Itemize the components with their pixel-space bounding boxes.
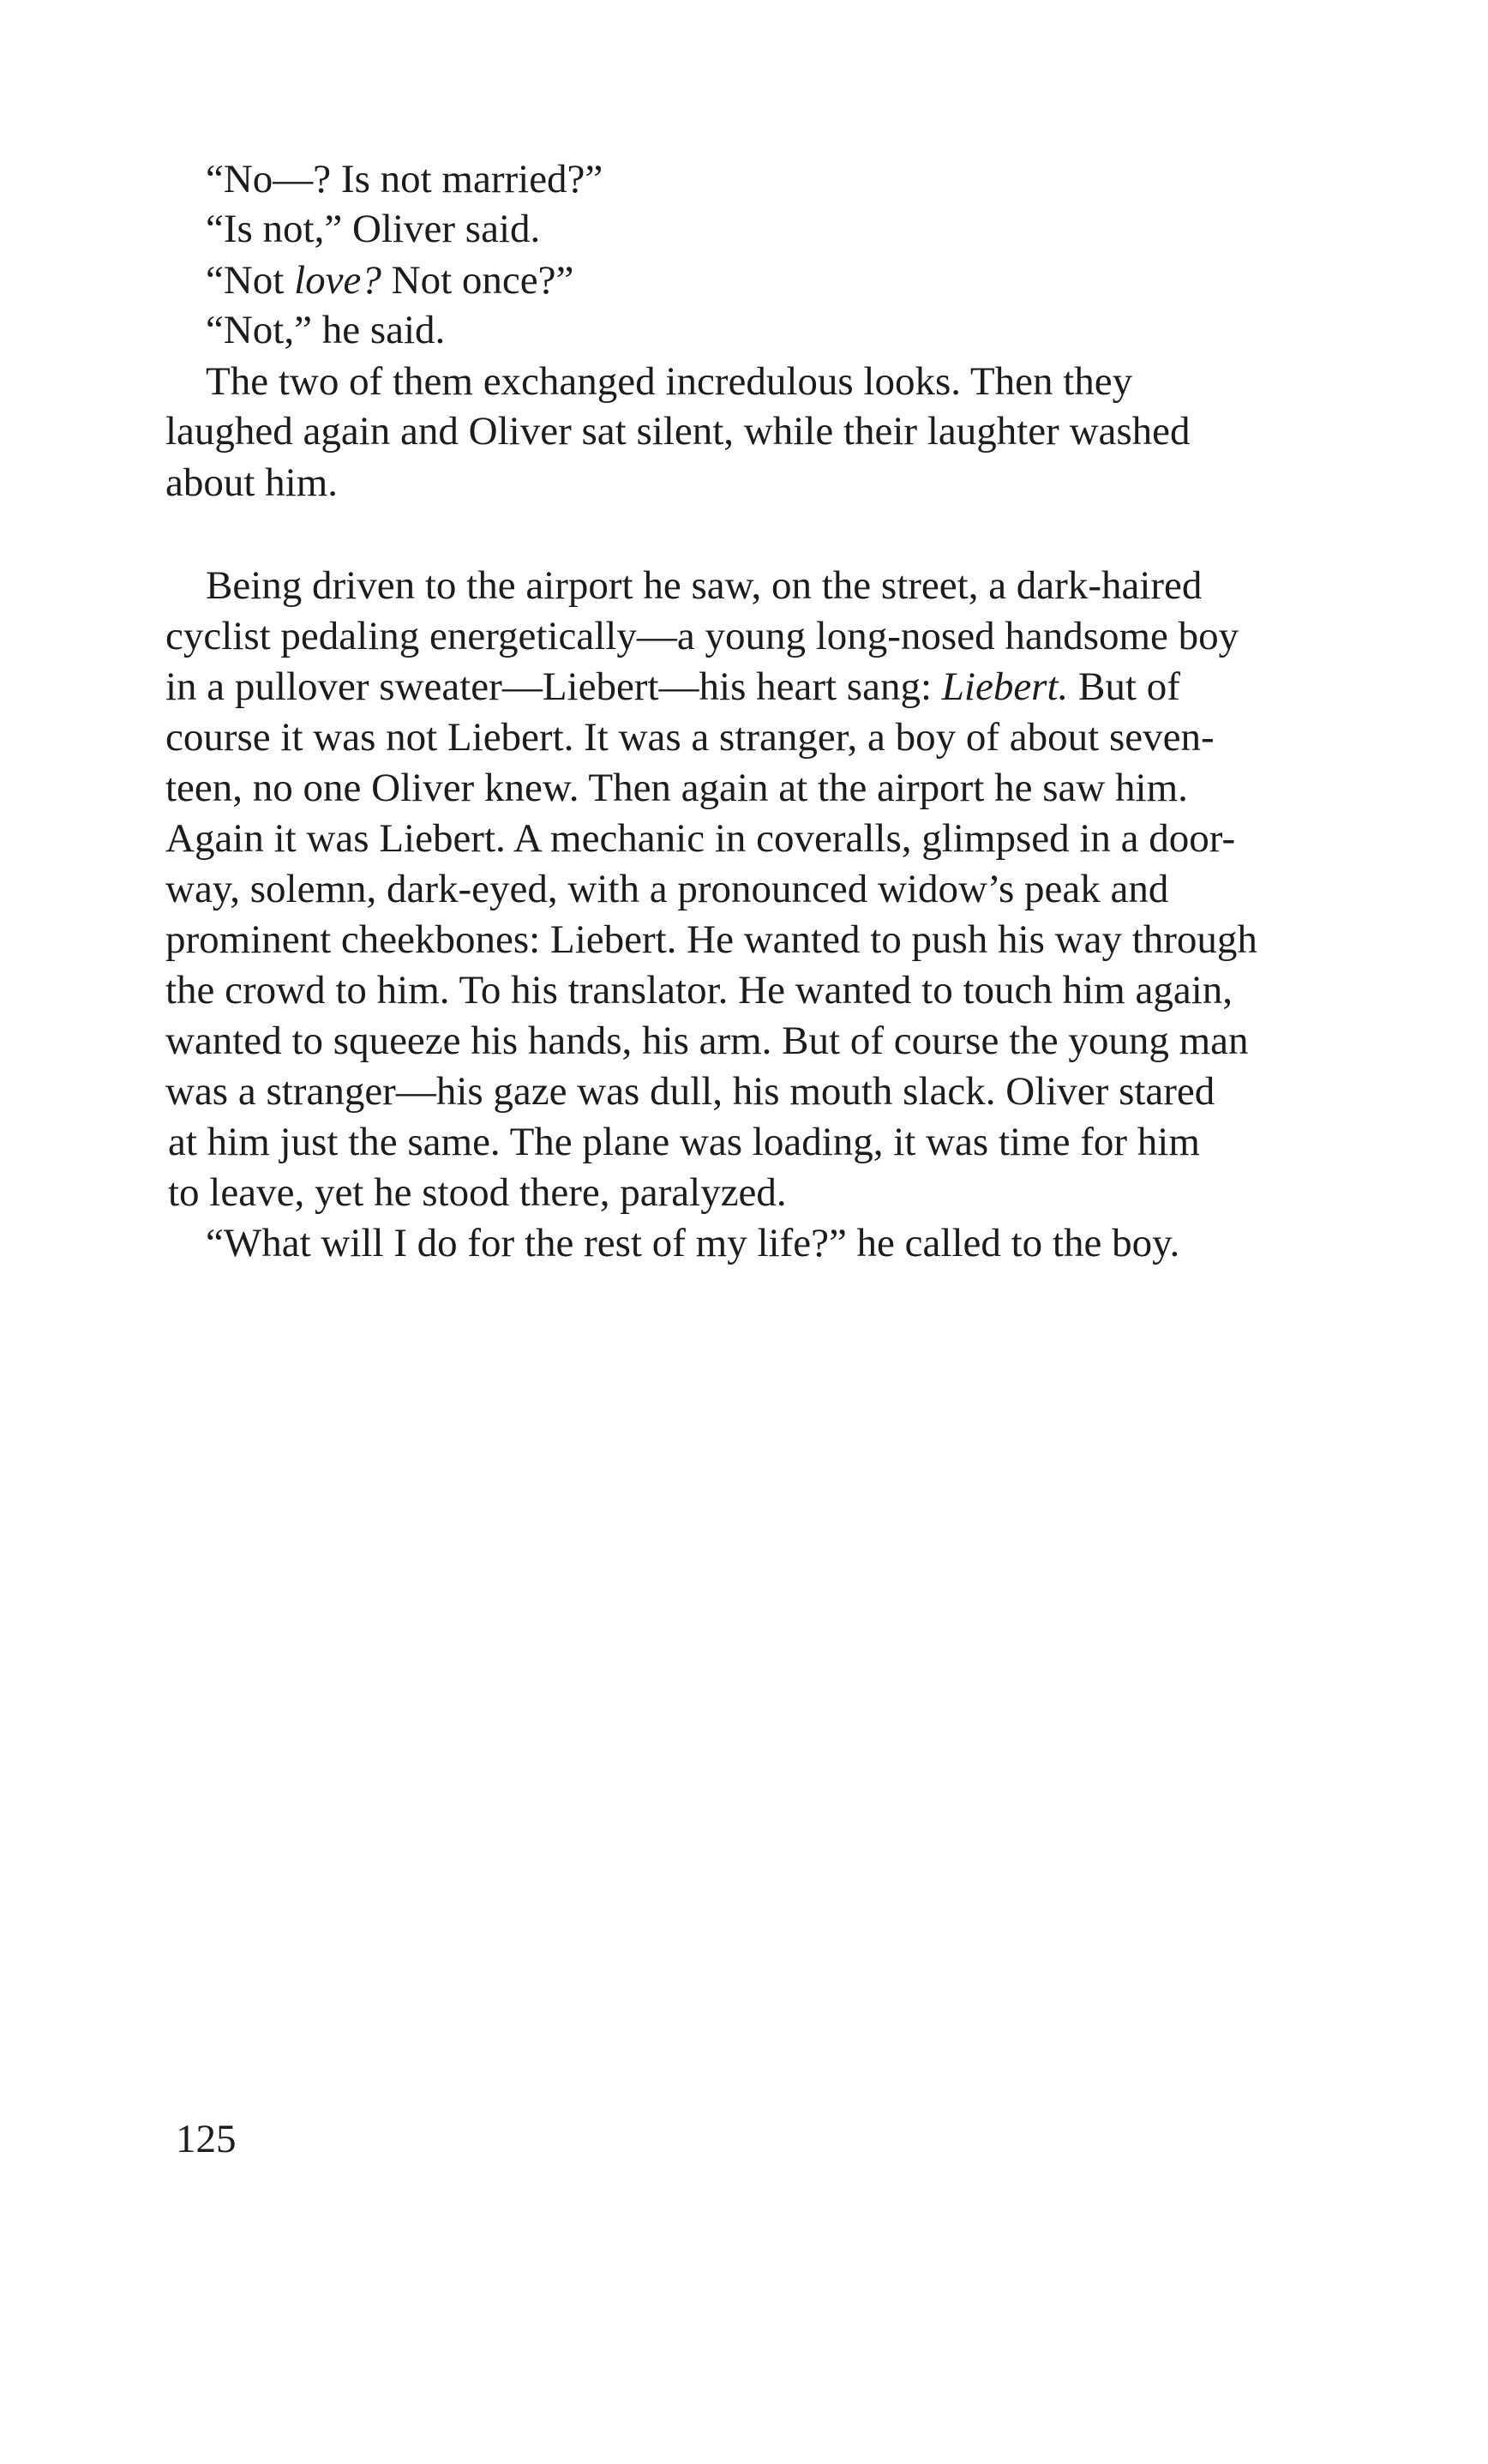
- text-line: the crowd to him. To his translator. He wanted to touch him again,: [165, 968, 1233, 1013]
- text-line: Being driven to the airport he saw, on the street, a dark-haired: [206, 563, 1203, 608]
- text-line: was a stranger—his gaze was dull, his mouth slack. Oliver stared: [165, 1069, 1215, 1114]
- text-line: about him.: [165, 460, 339, 505]
- text-line: “No—? Is not married?”: [206, 157, 603, 201]
- text-line: at him just the same. The plane was loading, it was time for him: [168, 1120, 1200, 1164]
- text-line: prominent cheekbones: Liebert. He wanted to push his way through: [165, 917, 1257, 962]
- text-line: The two of them exchanged incredulous looks. Then they: [206, 359, 1133, 404]
- text-line: “Not love? Not once?”: [206, 258, 574, 303]
- text-line: to leave, yet he stood there, paralyzed.: [168, 1170, 787, 1215]
- page-number: 125: [176, 2117, 237, 2161]
- text-line: cyclist pedaling energetically—a young long-nosed handsome boy: [165, 614, 1239, 658]
- text-line: wanted to squeeze his hands, his arm. But of course the young man: [165, 1019, 1249, 1063]
- text-line: teen, no one Oliver knew. Then again at the airport he saw him.: [165, 766, 1188, 810]
- emphasis: Liebert.: [941, 664, 1069, 709]
- text-line: “Is not,” Oliver said.: [206, 207, 541, 251]
- text-line: “What will I do for the rest of my life?” he called to the boy.: [206, 1221, 1180, 1265]
- text-line: course it was not Liebert. It was a stranger, a boy of about seven-: [165, 715, 1215, 760]
- text-line: laughed again and Oliver sat silent, while their laughter washed: [165, 409, 1191, 454]
- text-line: in a pullover sweater—Liebert—his heart sang: Liebert. But of: [165, 664, 1180, 709]
- text-line: “Not,” he said.: [206, 308, 446, 352]
- text-line: Again it was Liebert. A mechanic in coveralls, glimpsed in a door-: [165, 816, 1236, 861]
- emphasis: love?: [294, 258, 381, 303]
- text-line: way, solemn, dark-eyed, with a pronounced widow’s peak and: [165, 867, 1169, 911]
